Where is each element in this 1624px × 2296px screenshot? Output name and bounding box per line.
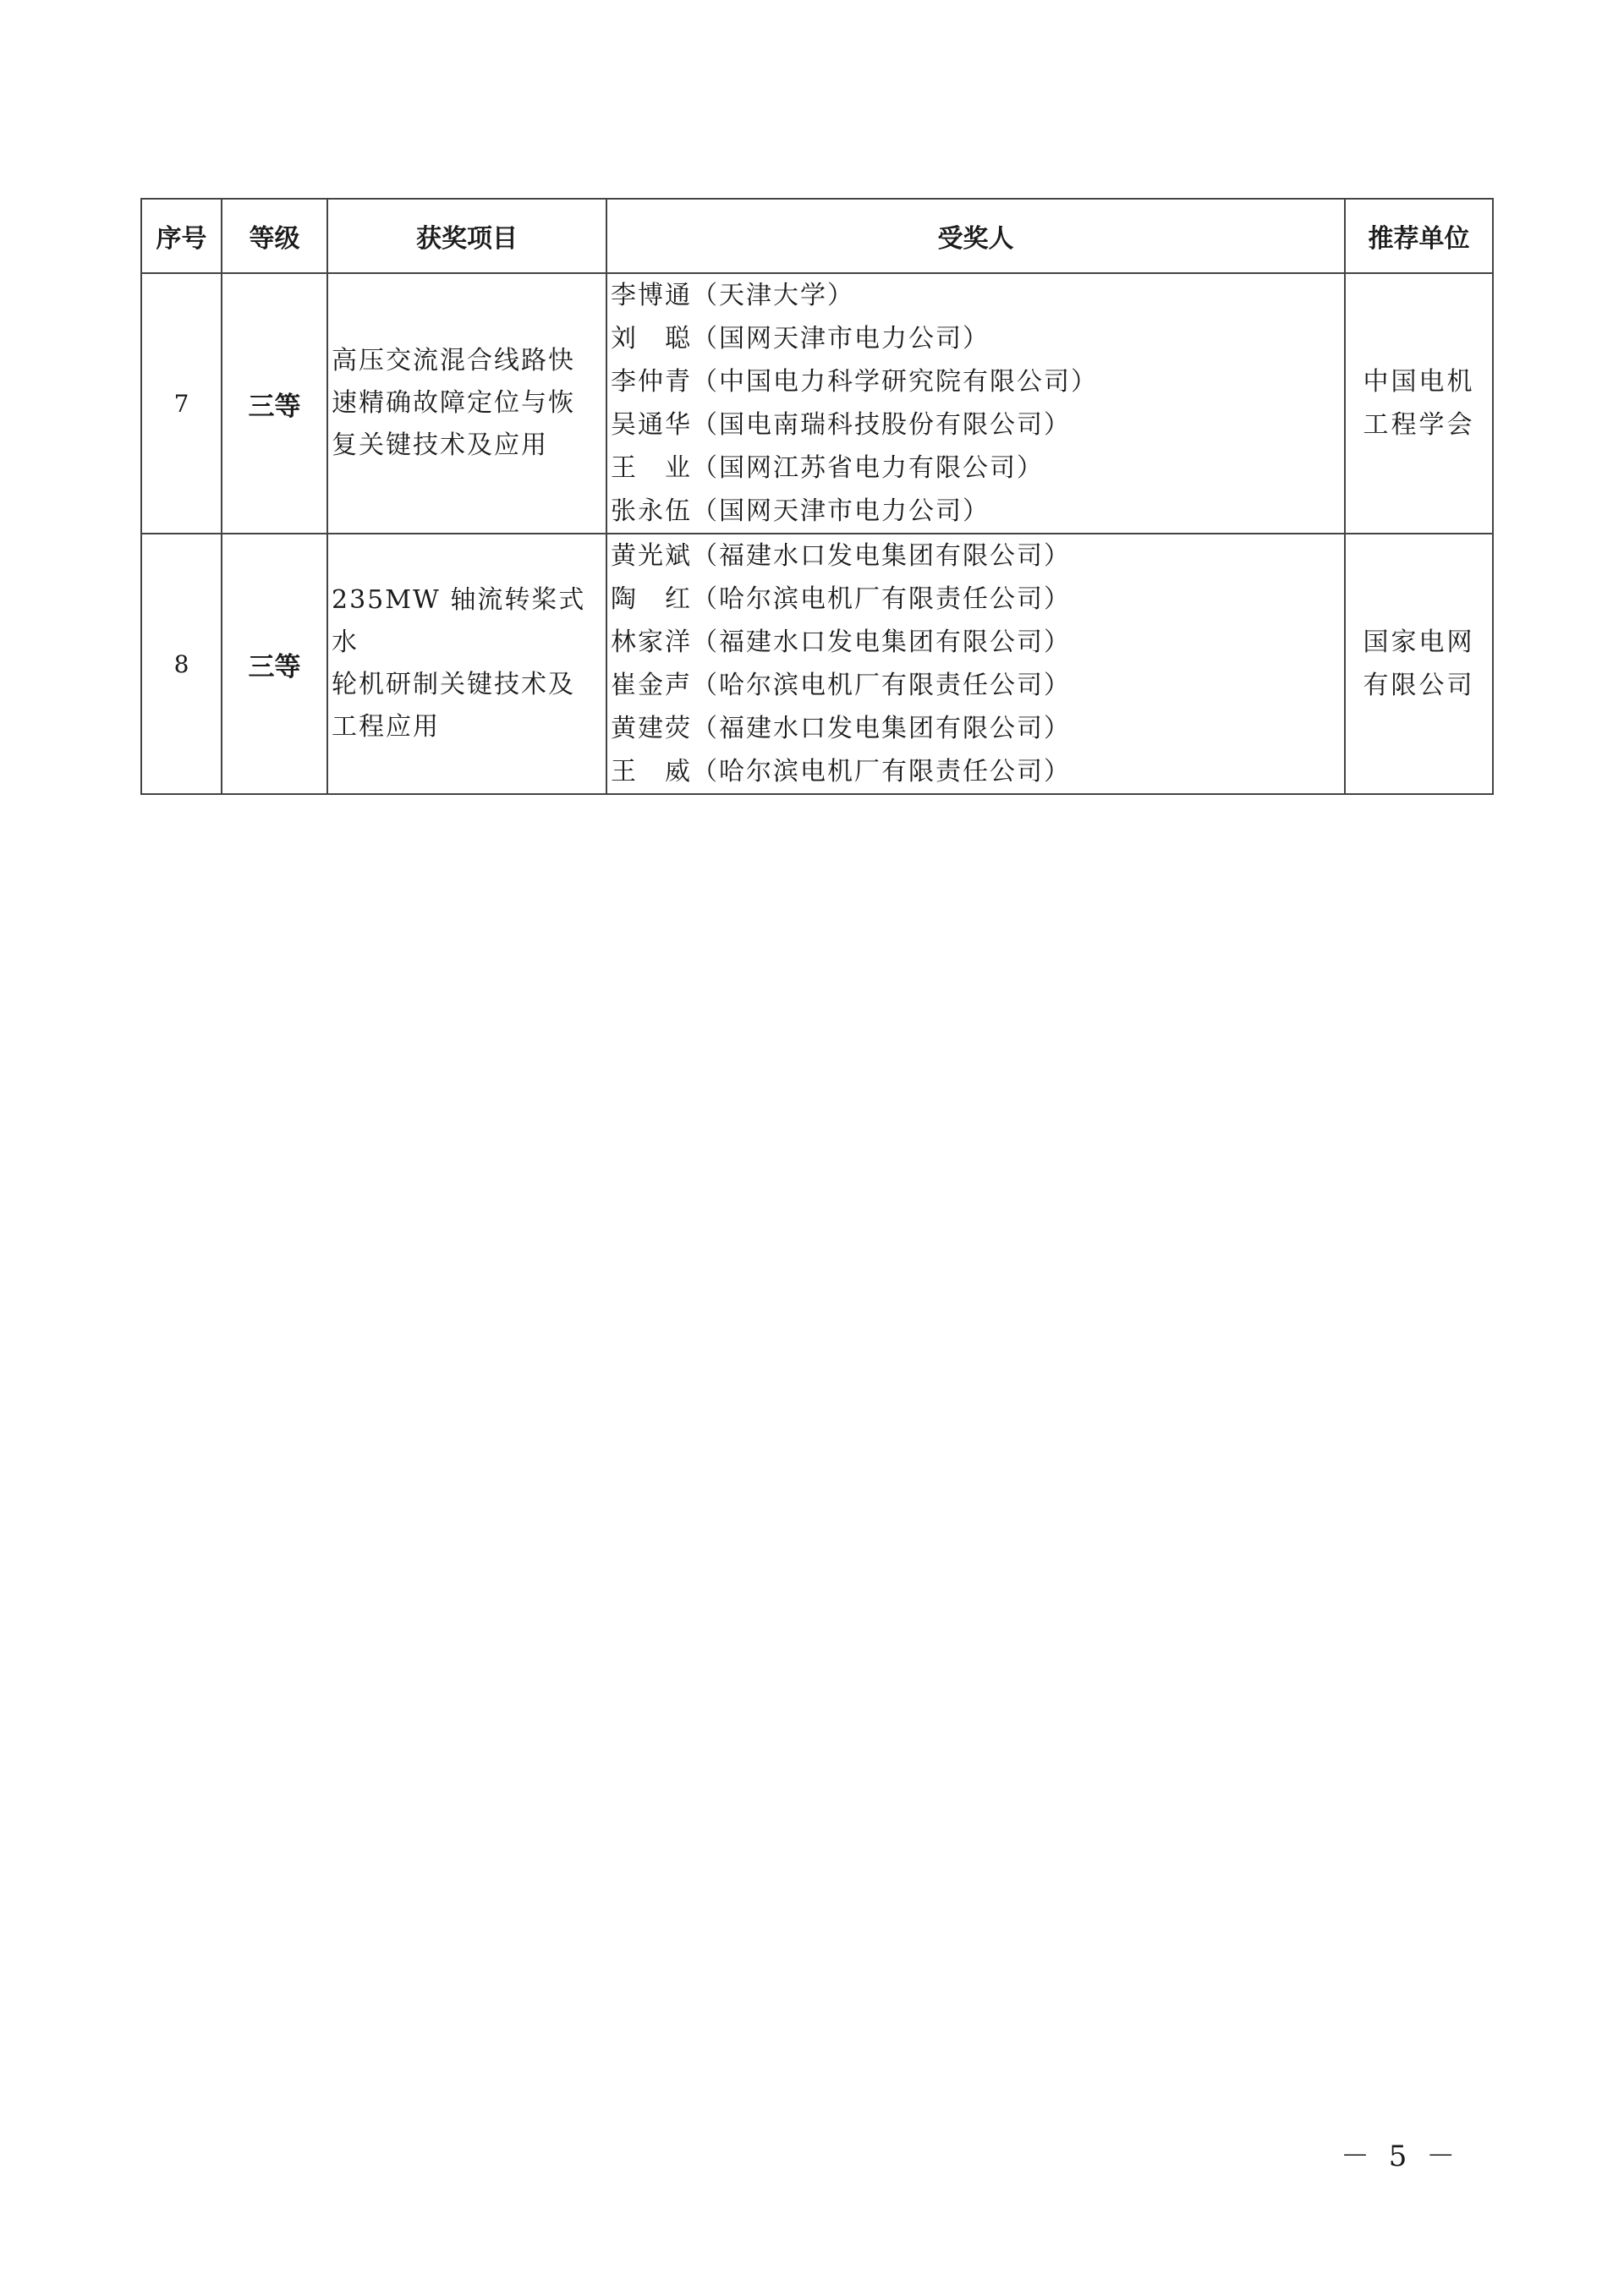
serial-number-cell: 7 (141, 273, 222, 534)
project-line: 轮机研制关键技术及 (332, 670, 575, 699)
table-row (141, 534, 1493, 794)
table-row (141, 273, 1493, 534)
project-line: 复关键技术及应用 (332, 430, 548, 460)
org-line: 国家电网 (1363, 627, 1475, 657)
recipient-entry: 李博通（天津大学） (611, 281, 854, 310)
project-line: 高压交流混合线路快 (332, 346, 575, 375)
recipients-cell (606, 273, 1345, 534)
header-grade: 等级 (222, 199, 327, 273)
recommending-org-cell (1345, 534, 1493, 794)
recipient-entry: 陶 红（哈尔滨电机厂有限责任公司） (611, 584, 1071, 614)
recipient-entry: 王 威（哈尔滨电机厂有限责任公司） (611, 757, 1071, 786)
page-number: － 5 － (1341, 2140, 1461, 2173)
recipient-entry: 黄建荧（福建水口发电集团有限公司） (611, 714, 1071, 743)
awards-table (140, 198, 1494, 795)
project-cell (327, 534, 606, 794)
recipient-entry: 王 业（国网江苏省电力有限公司） (611, 453, 1044, 483)
recipient-entry: 黄光斌（福建水口发电集团有限公司） (611, 541, 1071, 571)
recipient-entry: 崔金声（哈尔滨电机厂有限责任公司） (611, 671, 1071, 700)
org-line: 有限公司 (1363, 671, 1475, 700)
table-header-row (141, 199, 1493, 273)
header-project: 获奖项目 (327, 199, 606, 273)
recipient-entry: 吴通华（国电南瑞科技股份有限公司） (611, 410, 1071, 440)
recipient-entry: 张永伍（国网天津市电力公司） (611, 496, 990, 526)
org-line: 工程学会 (1363, 410, 1475, 440)
grade-cell: 三等 (222, 273, 327, 534)
recipient-entry: 李仲青（中国电力科学研究院有限公司） (611, 367, 1098, 397)
recommending-org-cell (1345, 273, 1493, 534)
project-line: 速精确故障定位与恢 (332, 388, 575, 418)
grade-cell: 三等 (222, 534, 327, 794)
project-line: 工程应用 (332, 712, 440, 742)
header-serial-number: 序号 (141, 199, 222, 273)
serial-number-cell: 8 (141, 534, 222, 794)
header-recipients: 受奖人 (606, 199, 1345, 273)
org-line: 中国电机 (1363, 367, 1475, 397)
recipient-entry: 刘 聪（国网天津市电力公司） (611, 324, 990, 353)
recipient-entry: 林家洋（福建水口发电集团有限公司） (611, 627, 1071, 657)
project-cell (327, 273, 606, 534)
project-line: 235MW 轴流转桨式水 (332, 585, 586, 657)
header-recommending-org: 推荐单位 (1345, 199, 1493, 273)
recipients-cell (606, 534, 1345, 794)
